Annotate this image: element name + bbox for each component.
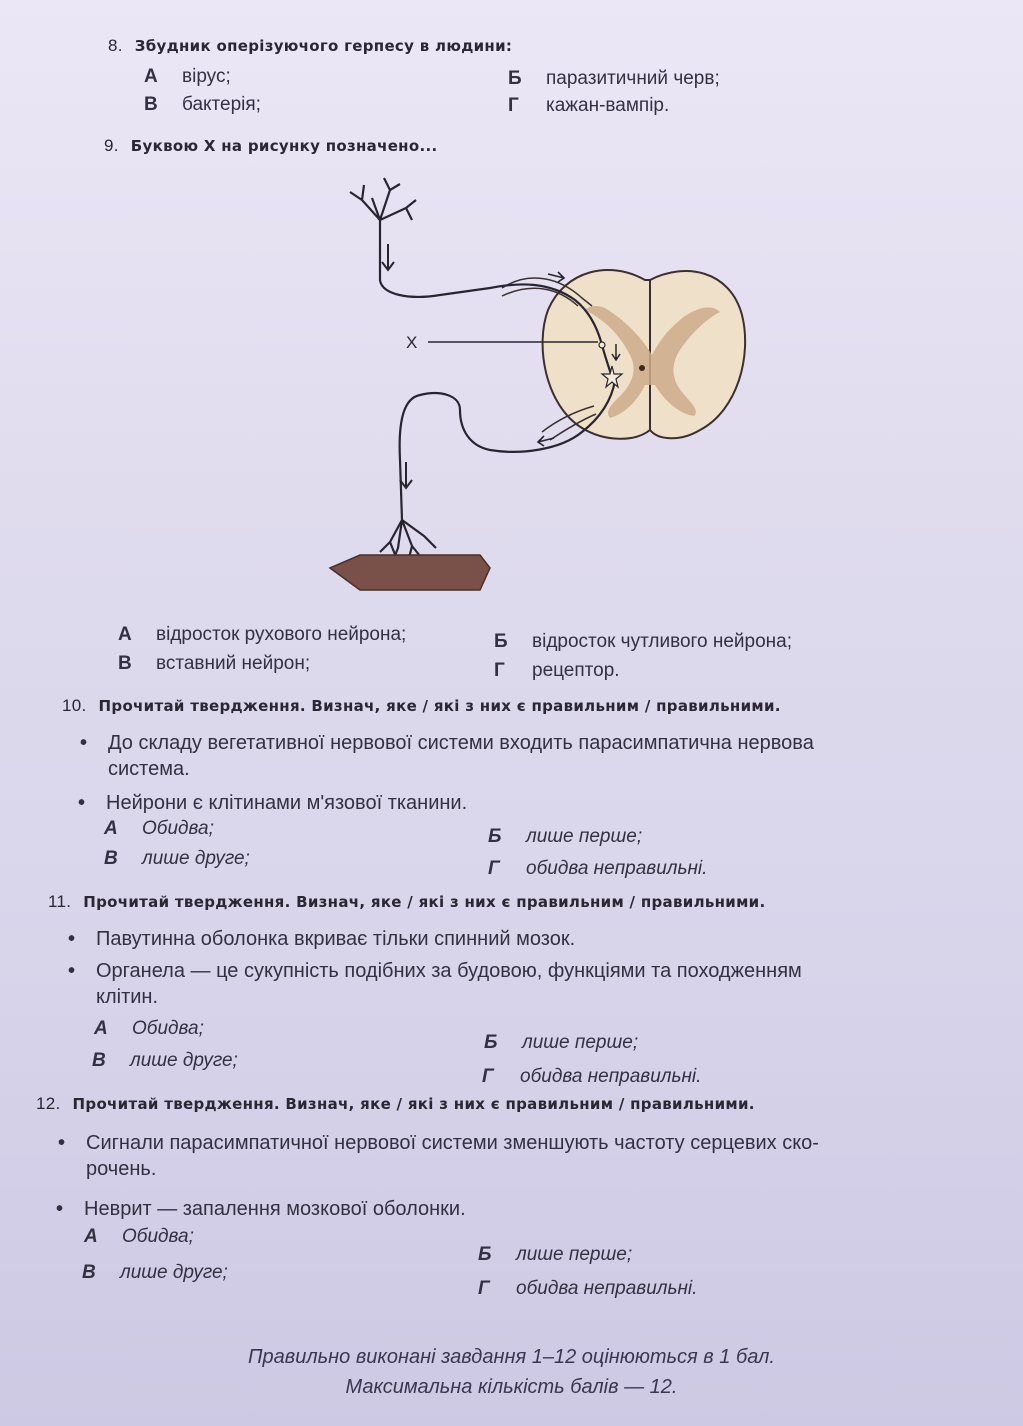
q11-option-b[interactable]: Б лише перше; — [484, 1032, 639, 1053]
q11-statement-1: • Павутинна оболонка вкриває тільки спинний мозок. — [68, 928, 576, 950]
question-8-title: 8. Збудник оперізуючого герпесу в людини: — [108, 36, 513, 55]
q11-option-g[interactable]: Г обидва неправильні. — [482, 1066, 702, 1087]
spinal-cord-section — [502, 270, 745, 440]
q11-statement-2: • Органела — це сукупність подібних за будовою, функціями та походженням клітин. — [68, 960, 802, 1008]
q8-option-g[interactable]: Г кажан-вампір. — [508, 95, 670, 116]
q8-option-a[interactable]: А вірус; — [144, 66, 231, 87]
scoring-note: Правильно виконані завдання 1–12 оцінюються в 1 бал. — [248, 1346, 775, 1368]
q9-option-g[interactable]: Г рецептор. — [494, 660, 620, 681]
x-marker-label: Х — [406, 333, 418, 352]
q12-option-b[interactable]: Б лише перше; — [478, 1244, 633, 1265]
q12-statement-1: • Сигнали парасимпатичної нервової системи зменшують частоту серцевих ско- рочень. — [58, 1132, 819, 1180]
q9-option-b[interactable]: Б відросток чутливого нейрона; — [494, 631, 793, 652]
question-12-title: 12. Прочитай твердження. Визнач, яке / які з них є правильним / правильними. — [36, 1094, 755, 1113]
q9-option-v[interactable]: В вставний нейрон; — [118, 653, 311, 674]
question-10-title: 10. Прочитай твердження. Визнач, яке / які з них є правильним / правильними. — [62, 696, 781, 715]
q8-option-b[interactable]: Б паразитичний черв; — [508, 68, 720, 89]
q11-option-v[interactable]: В лише друге; — [92, 1050, 238, 1071]
q9-option-a[interactable]: А відросток рухового нейрона; — [118, 624, 407, 645]
question-9-title: 9. Буквою Х на рисунку позначено... — [104, 136, 438, 155]
q10-option-g[interactable]: Г обидва неправильні. — [488, 858, 708, 879]
q10-option-a[interactable]: А Обидва; — [104, 818, 214, 839]
q12-option-v[interactable]: В лише друге; — [82, 1262, 228, 1283]
q8-option-v[interactable]: В бактерія; — [144, 94, 261, 115]
q11-option-a[interactable]: А Обидва; — [94, 1018, 204, 1039]
muscle-tissue — [330, 555, 490, 590]
q12-option-a[interactable]: А Обидва; — [84, 1226, 194, 1247]
q10-option-v[interactable]: В лише друге; — [104, 848, 250, 869]
q12-statement-2: • Неврит — запалення мозкової оболонки. — [56, 1198, 466, 1220]
q10-statement-2: • Нейрони є клітинами м'язової тканини. — [78, 792, 468, 814]
q10-option-b[interactable]: Б лише перше; — [488, 826, 643, 847]
q12-option-g[interactable]: Г обидва неправильні. — [478, 1278, 698, 1299]
reflex-arc-figure — [320, 170, 760, 600]
question-11-title: 11. Прочитай твердження. Визнач, яке / які з них є правильним / правильними. — [48, 892, 766, 911]
q10-statement-1: • До складу вегетативної нервової системи входить парасимпатична нервова система. — [80, 732, 814, 780]
max-score-note: Максимальна кількість балів — 12. — [345, 1376, 678, 1398]
